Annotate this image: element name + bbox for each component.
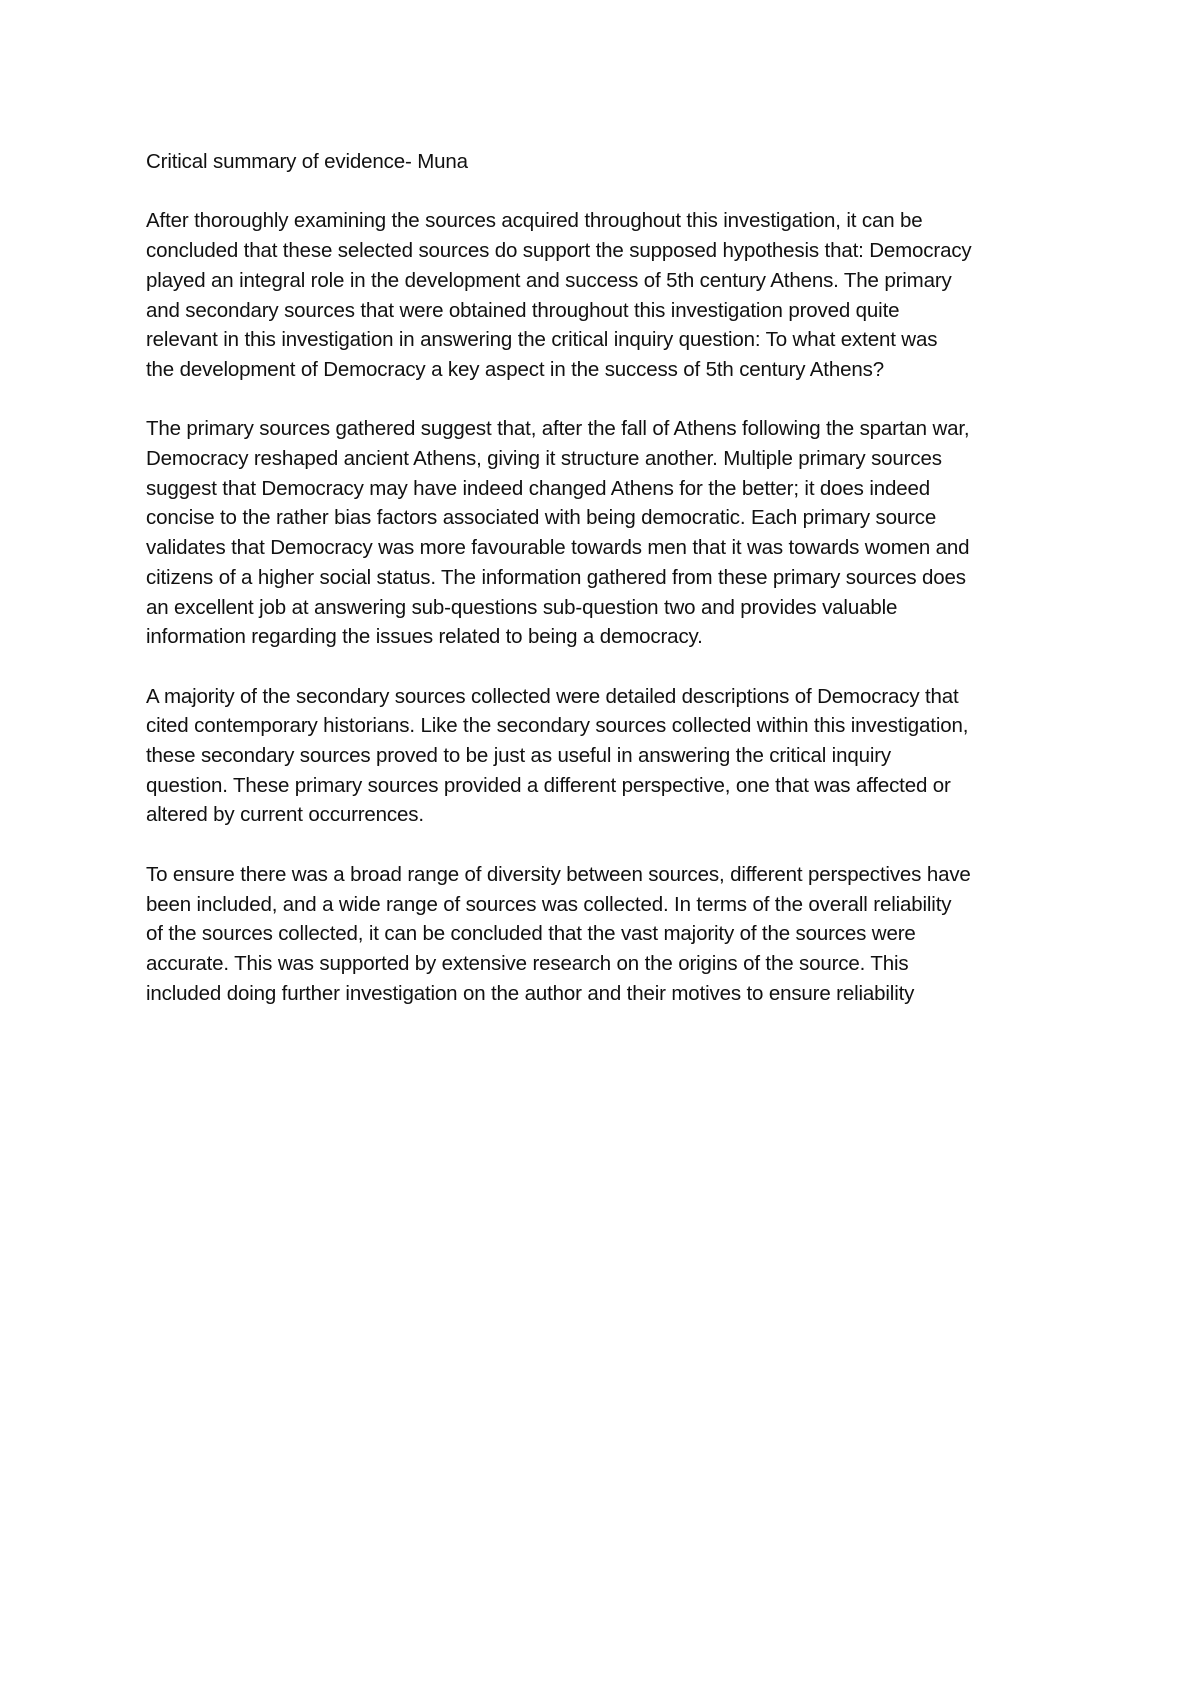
text-line: an excellent job at answering sub-questions sub-question two and provides valuable <box>146 595 898 619</box>
document-body <box>146 147 1076 1008</box>
text-line: After thoroughly examining the sources acquired throughout this investigation, it can be <box>146 209 923 233</box>
text-line: and secondary sources that were obtained throughout this investigation proved quite <box>146 298 900 322</box>
paragraph-4 <box>146 860 1076 1009</box>
text-line: A majority of the secondary sources collected were detailed descriptions of Democracy that <box>146 684 959 708</box>
document-title: Critical summary of evidence- Muna <box>146 150 468 173</box>
text-line: of the sources collected, it can be concluded that the vast majority of the sources were <box>146 922 916 946</box>
text-line: citizens of a higher social status. The information gathered from these primary sources does <box>146 565 966 589</box>
paragraph-3 <box>146 682 1076 831</box>
paragraph-1 <box>146 206 1076 384</box>
text-line: concluded that these selected sources do support the supposed hypothesis that: Democracy <box>146 239 972 263</box>
paragraph-2 <box>146 414 1076 652</box>
text-line: Democracy reshaped ancient Athens, giving it structure another. Multiple primary sources <box>146 447 942 470</box>
text-line: altered by current occurrences. <box>146 803 424 827</box>
text-line: these secondary sources proved to be just as useful in answering the critical inquiry <box>146 744 892 768</box>
text-line: included doing further investigation on the author and their motives to ensure reliability <box>146 981 915 1005</box>
text-line: question. These primary sources provided a different perspective, one that was affected or <box>146 773 951 797</box>
text-line: accurate. This was supported by extensive research on the origins of the source. This <box>146 951 909 975</box>
text-line: played an integral role in the development and success of 5th century Athens. The primary <box>146 268 952 292</box>
text-line: concise to the rather bias factors associated with being democratic. Each primary source <box>146 506 937 530</box>
text-line: the development of Democracy a key aspect in the success of 5th century Athens? <box>146 357 884 381</box>
text-line: suggest that Democracy may have indeed changed Athens for the better; it does indeed <box>146 476 930 500</box>
text-line: relevant in this investigation in answering the critical inquiry question: To what extent was <box>146 328 938 352</box>
text-line: been included, and a wide range of sources was collected. In terms of the overall reliability <box>146 892 952 916</box>
text-line: cited contemporary historians. Like the secondary sources collected within this investigation, <box>146 714 969 738</box>
text-line: The primary sources gathered suggest that, after the fall of Athens following the spartan war, <box>146 417 970 441</box>
text-line: information regarding the issues related to being a democracy. <box>146 625 703 649</box>
text-line: To ensure there was a broad range of diversity between sources, different perspectives have <box>146 862 971 886</box>
text-line: validates that Democracy was more favourable towards men that it was towards women and <box>146 536 970 560</box>
